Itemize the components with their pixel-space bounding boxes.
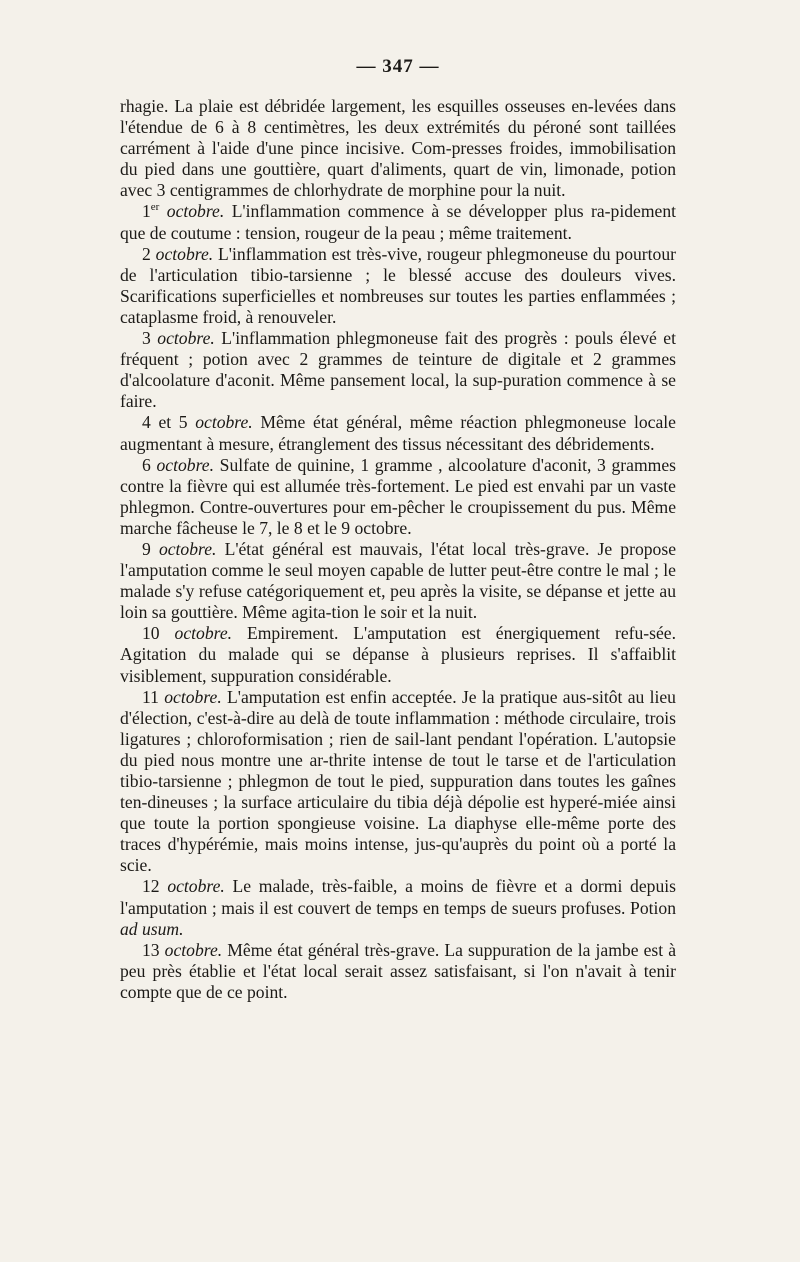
entry-day: 11 xyxy=(142,686,159,707)
diary-entry xyxy=(120,940,676,1003)
entry-day: 13 xyxy=(142,939,160,960)
entry-day: 9 xyxy=(142,538,151,559)
entry-day: 2 xyxy=(142,243,151,264)
paragraph-continuation xyxy=(120,96,676,201)
entry-month: octobre. xyxy=(164,939,223,960)
entry-month: octobre. xyxy=(158,538,217,559)
entry-day: 1 xyxy=(142,201,151,222)
book-page xyxy=(120,56,676,1003)
diary-entry xyxy=(120,539,676,623)
diary-entry xyxy=(120,455,676,539)
paragraph-text: L'inflammation commence à se développer plus ra-pidement que de coutume : tension, rougeur de la peau ; même traitement. xyxy=(120,201,677,243)
latin-phrase: ad usum. xyxy=(120,918,184,939)
entry-day-suffix: er xyxy=(150,201,160,214)
paragraph-text: Empirement. L'amputation est énergiquement refu-sée. Agitation du malade qui se dépanse à plusieurs reprises. Il s'affaiblit visiblement, suppuration considérable. xyxy=(120,623,677,686)
entry-day: 6 xyxy=(142,454,151,475)
page-number: — 347 — xyxy=(356,56,440,77)
entry-month: octobre. xyxy=(167,876,225,897)
paragraph-text: Même état général, même réaction phlegmoneuse locale augmentant à mesure, étranglement des tissus nécessitant des débridements. xyxy=(120,412,676,454)
diary-entry xyxy=(120,244,676,328)
paragraph-text: L'état général est mauvais, l'état local très-grave. Je propose l'amputation comme le seul moyen capable de lutter peut-être contre le mal ; le malade s'y refuse catégoriquement et, peu après la visite, se dépanse et jette au loin sa gouttière. Même agita-tion le soir et la nuit. xyxy=(120,538,676,623)
entry-month: octobre. xyxy=(166,201,225,222)
entry-day: 10 xyxy=(142,623,160,644)
paragraph-text: Le malade, très-faible, a moins de fièvre et a dormi depuis l'amputation ; mais il est couvert de temps en temps de sueurs profuses. Potion xyxy=(120,876,676,918)
entry-day: 4 et 5 xyxy=(142,412,188,433)
paragraph-text: Même état général très-grave. La suppuration de la jambe est à peu près établie et l'état local serait assez satisfaisant, si l'on n'avait à tenir compte que de ce point. xyxy=(120,939,676,1002)
diary-entry xyxy=(120,328,676,412)
entry-month: octobre. xyxy=(157,328,215,349)
entry-day: 3 xyxy=(142,328,151,349)
paragraph-text: L'inflammation phlegmoneuse fait des progrès : pouls élevé et fréquent ; potion avec 2 grammes de teinture de digitale et 2 grammes d'alcoolature d'aconit. Même pansement local, la sup-puration commence à se faire. xyxy=(120,328,677,412)
paragraph-text: rhagie. La plaie est débridée largement, les esquilles osseuses en-levées dans l'étendue de 6 à 8 centimètres, les deux extrémités du péroné sont taillées carrément à l'aide d'une pince incisive. Com-presses froides, immobilisation du pied dans une gouttière, quart d'aliments, quart de vin, limonade, potion avec 3 centigrammes de chlorhydrate de morphine pour la nuit. xyxy=(120,96,676,201)
diary-entry xyxy=(120,687,676,877)
entry-month: octobre. xyxy=(195,412,253,433)
diary-entry xyxy=(120,623,676,686)
paragraph-text: Sulfate de quinine, 1 gramme , alcoolature d'aconit, 3 grammes contre la fièvre qui est allumée très-fortement. Le pied est envahi par un vaste phlegmon. Contre-ouvertures pour em-pêcher le croupissement du pus. Même marche fâcheuse le 7, le 8 et le 9 octobre. xyxy=(120,454,677,538)
diary-entry xyxy=(120,201,676,243)
entry-month: octobre. xyxy=(156,454,214,475)
diary-entry xyxy=(120,412,676,454)
body-text xyxy=(120,96,676,1003)
entry-day: 12 xyxy=(142,876,160,897)
paragraph-text: L'inflammation est très-vive, rougeur phlegmoneuse du pourtour de l'articulation tibio-tarsienne ; le blessé accuse des douleurs vives. Scarifications superficielles et nombreuses sur toutes les parties enflammées ; cataplasme froid, à renouveler. xyxy=(120,243,676,327)
paragraph-text: L'amputation est enfin acceptée. Je la pratique aus-sitôt au lieu d'élection, c'est-à-dire au delà de toute inflammation : méthode circulaire, trois ligatures ; chloroformisation ; rien de sail-lant pendant l'opération. L'autopsie du pied nous montre une ar-thrite intense de tout le tarse et de l'articulation tibio-tarsienne ; phlegmon de tout le pied, suppuration dans toutes les gaînes ten-dineuses ; la surface articulaire du tibia déjà dépolie est hyperé-miée ainsi que toute la portion spongieuse voisine. La diaphyse elle-même porte des traces d'hypérémie, mais moins intense, jus-qu'auprès du point où a porté la scie. xyxy=(120,686,676,876)
entry-month: octobre. xyxy=(155,243,214,264)
entry-month: octobre. xyxy=(164,686,222,707)
entry-month: octobre. xyxy=(174,623,233,644)
diary-entry xyxy=(120,876,676,939)
